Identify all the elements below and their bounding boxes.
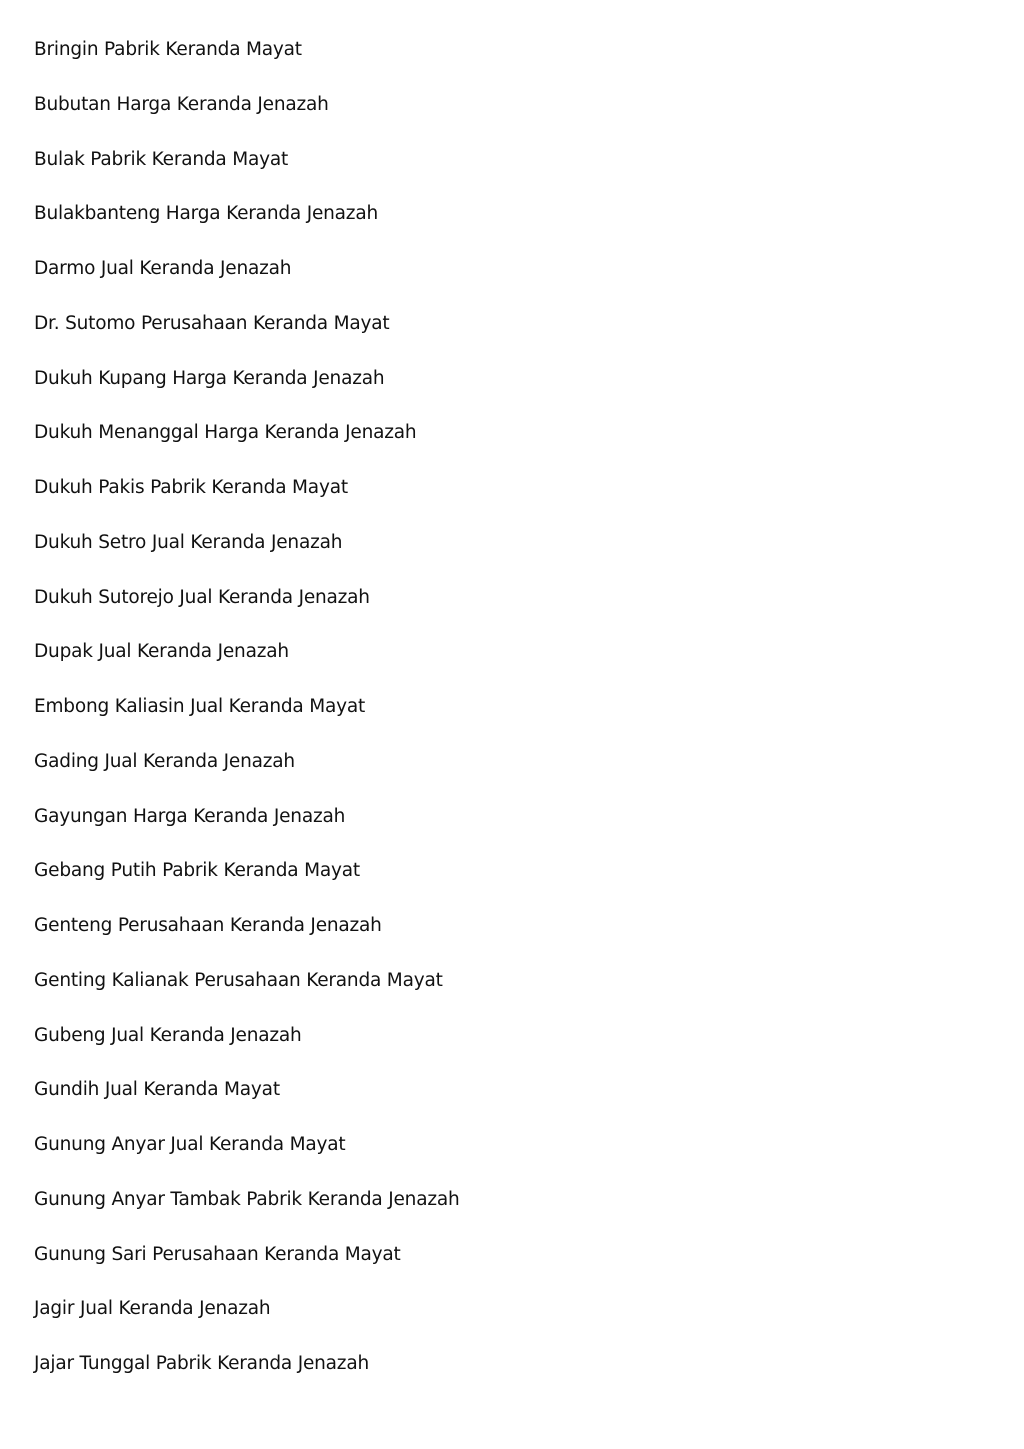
list-item: Bubutan Harga Keranda Jenazah <box>34 93 329 115</box>
list-item: Dukuh Setro Jual Keranda Jenazah <box>34 531 343 553</box>
list-item: Bringin Pabrik Keranda Mayat <box>34 39 302 60</box>
list-item: Dukuh Menanggal Harga Keranda Jenazah <box>34 422 417 444</box>
list-item: Gebang Putih Pabrik Keranda Mayat <box>34 860 360 882</box>
location-list <box>34 38 984 1407</box>
list-item: Gunung Anyar Tambak Pabrik Keranda Jenazah <box>34 1188 460 1210</box>
list-item: Jajar Tunggal Pabrik Keranda Jenazah <box>34 1353 369 1374</box>
list-item: Gubeng Jual Keranda Jenazah <box>34 1024 302 1046</box>
list-item: Gayungan Harga Keranda Jenazah <box>34 805 346 827</box>
list-item: Gunung Anyar Jual Keranda Mayat <box>34 1134 346 1155</box>
list-item: Genteng Perusahaan Keranda Jenazah <box>34 915 382 936</box>
list-item: Dukuh Pakis Pabrik Keranda Mayat <box>34 477 348 498</box>
list-item: Gading Jual Keranda Jenazah <box>34 750 295 772</box>
list-item: Dupak Jual Keranda Jenazah <box>34 641 289 663</box>
list-item: Gunung Sari Perusahaan Keranda Mayat <box>34 1243 401 1265</box>
list-item: Dukuh Kupang Harga Keranda Jenazah <box>34 367 385 389</box>
list-item: Embong Kaliasin Jual Keranda Mayat <box>34 696 366 717</box>
list-item: Genting Kalianak Perusahaan Keranda Mayat <box>34 969 443 991</box>
list-item: Dr. Sutomo Perusahaan Keranda Mayat <box>34 312 390 334</box>
list-item: Bulak Pabrik Keranda Mayat <box>34 148 289 170</box>
list-item: Gundih Jual Keranda Mayat <box>34 1079 280 1101</box>
list-item: Bulakbanteng Harga Keranda Jenazah <box>34 203 378 225</box>
list-item: Jagir Jual Keranda Jenazah <box>34 1298 271 1320</box>
list-item: Darmo Jual Keranda Jenazah <box>34 258 292 279</box>
list-item: Dukuh Sutorejo Jual Keranda Jenazah <box>34 586 370 608</box>
